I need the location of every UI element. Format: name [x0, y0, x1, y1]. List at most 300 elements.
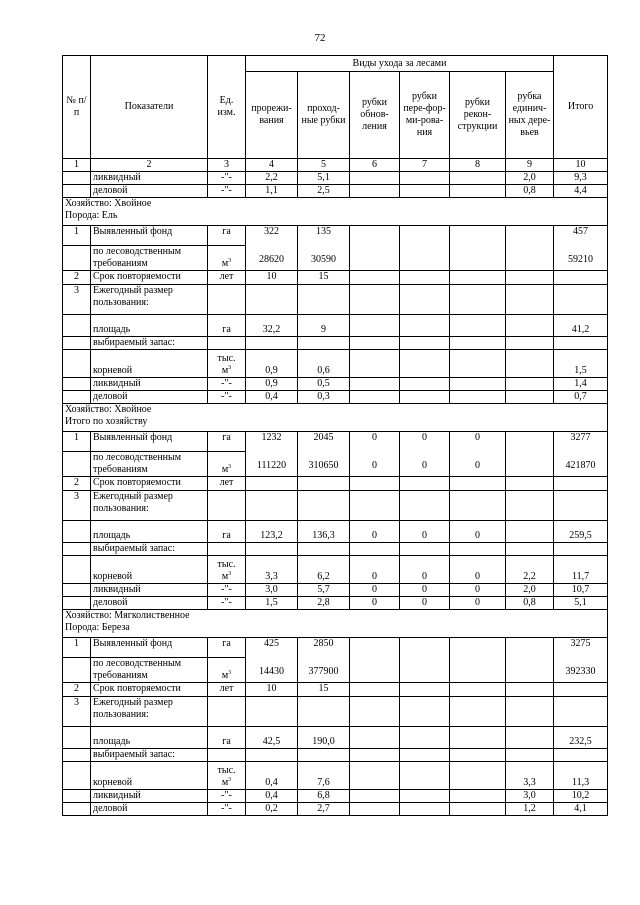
value-cell [506, 315, 554, 337]
value-cell [350, 790, 400, 803]
table-cell [208, 337, 246, 350]
unit-sup: 3 [228, 670, 232, 676]
row-number: 3 [63, 285, 91, 315]
table-cell [400, 543, 450, 556]
value-cell: 0 [350, 584, 400, 597]
table-row [63, 543, 608, 556]
value-m3: 0 [372, 460, 377, 471]
table-cell [246, 491, 298, 521]
table-cell [506, 491, 554, 521]
unit-m3: м [221, 365, 229, 376]
table-cell [554, 697, 608, 727]
value-cell: 1,5 [246, 597, 298, 610]
value-cell: 136,3 [298, 521, 350, 543]
table-cell [63, 762, 91, 790]
value-cell: 0,7 [554, 391, 608, 404]
table-row [63, 391, 608, 404]
value-cell: 0,8 [506, 597, 554, 610]
value-cell: 0 [350, 556, 400, 584]
value-ha: 322 [264, 226, 279, 237]
value-cell: 0 [450, 521, 506, 543]
table-row [63, 477, 608, 491]
value-cell [400, 271, 450, 285]
value-cell [554, 683, 608, 697]
table-cell [506, 749, 554, 762]
value-cell: 11,3 [554, 762, 608, 790]
value-cell [554, 226, 608, 271]
table-row [63, 727, 608, 749]
value-cell [400, 803, 450, 816]
value-cell: 123,2 [246, 521, 298, 543]
value-cell: 0 [400, 556, 450, 584]
value-cell: 0 [400, 597, 450, 610]
unit-m3: м [221, 777, 229, 788]
table-cell [450, 697, 506, 727]
row-label: площадь [91, 727, 208, 749]
unit-cell: га [208, 727, 246, 749]
unit-sup: 3 [228, 571, 232, 577]
col-number: 7 [400, 159, 450, 172]
table-cell [350, 337, 400, 350]
table-cell [63, 556, 91, 584]
table-cell [450, 543, 506, 556]
unit-cell: га [208, 315, 246, 337]
value-cell [400, 762, 450, 790]
value-cell: 10 [246, 683, 298, 697]
value-cell [350, 350, 400, 378]
table-row [63, 378, 608, 391]
row-label: ликвидный [91, 378, 208, 391]
value-cell [350, 727, 400, 749]
value-cell: 2,0 [506, 172, 554, 185]
table-cell [63, 391, 91, 404]
col-number: 5 [298, 159, 350, 172]
row-label: Ежегодный размер пользования: [91, 491, 208, 521]
value-cell [506, 391, 554, 404]
row-label: корневой [91, 556, 208, 584]
value-cell: 41,2 [554, 315, 608, 337]
unit-thous: тыс. [217, 559, 236, 570]
table-cell [554, 749, 608, 762]
unit-cell: -"- [208, 391, 246, 404]
value-cell: 5,1 [554, 597, 608, 610]
row-label: Выявленный фонд [91, 226, 208, 246]
value-cell [450, 790, 506, 803]
table-cell [506, 543, 554, 556]
table-cell [208, 285, 246, 315]
value-cell: 0 [450, 597, 506, 610]
value-cell [450, 391, 506, 404]
value-cell: 0 [450, 556, 506, 584]
value-cell: 5,7 [298, 584, 350, 597]
value-cell: 0,4 [246, 790, 298, 803]
value-cell [350, 185, 400, 198]
unit-cell: -"- [208, 584, 246, 597]
value-cell [350, 432, 400, 477]
value-cell: 3,0 [246, 584, 298, 597]
value-cell [400, 378, 450, 391]
table-row [63, 491, 608, 521]
col-number: 10 [554, 159, 608, 172]
value-cell: 0 [400, 584, 450, 597]
unit-cell [208, 246, 246, 271]
table-cell [63, 597, 91, 610]
section-header [63, 198, 608, 226]
table-cell [350, 285, 400, 315]
value-cell: 0,2 [246, 803, 298, 816]
unit-cell: -"- [208, 172, 246, 185]
table-cell [208, 697, 246, 727]
value-cell [450, 727, 506, 749]
row-label: деловой [91, 391, 208, 404]
unit-cell: -"- [208, 790, 246, 803]
unit-sup: 3 [228, 777, 232, 783]
page-number: 72 [314, 32, 326, 44]
value-cell [350, 477, 400, 491]
table-cell [400, 491, 450, 521]
col-number: 9 [506, 159, 554, 172]
value-cell [450, 315, 506, 337]
value-cell [450, 172, 506, 185]
value-cell: 232,5 [554, 727, 608, 749]
col-number: 8 [450, 159, 506, 172]
value-cell [350, 226, 400, 271]
value-cell [400, 638, 450, 683]
value-cell [246, 432, 298, 477]
table-cell [298, 337, 350, 350]
header-total: Итого [554, 56, 608, 159]
row-label: площадь [91, 315, 208, 337]
header-group: Виды ухода за лесами [246, 56, 554, 72]
unit-cell [208, 452, 246, 477]
row-number: 1 [63, 432, 91, 452]
row-label: выбираемый запас: [91, 337, 208, 350]
value-cell: 1,1 [246, 185, 298, 198]
unit-sup: 3 [228, 258, 232, 264]
value-cell [450, 638, 506, 683]
value-cell [350, 172, 400, 185]
table-cell [246, 697, 298, 727]
value-cell [298, 477, 350, 491]
unit-m3: м [221, 258, 229, 269]
row-label: ликвидный [91, 790, 208, 803]
value-cell [450, 271, 506, 285]
table-cell [350, 749, 400, 762]
value-cell [554, 271, 608, 285]
row-label: Срок повторяемости [91, 683, 208, 697]
value-cell: 0,4 [246, 762, 298, 790]
value-cell: 10,2 [554, 790, 608, 803]
value-cell: 15 [298, 271, 350, 285]
value-cell [506, 683, 554, 697]
value-cell: 0,4 [246, 391, 298, 404]
section-header [63, 610, 608, 638]
unit-cell: лет [208, 271, 246, 285]
table-cell [246, 543, 298, 556]
value-cell: 2,8 [298, 597, 350, 610]
table-cell [506, 285, 554, 315]
table-cell [506, 697, 554, 727]
unit-thous: тыс. [217, 353, 236, 364]
value-cell [450, 762, 506, 790]
value-cell [450, 683, 506, 697]
table-row [63, 271, 608, 285]
value-cell: 2,0 [506, 584, 554, 597]
value-cell [350, 638, 400, 683]
table-cell [298, 697, 350, 727]
section-title [63, 610, 608, 638]
section-farm: Хозяйство: Хвойное [65, 198, 152, 209]
value-cell [554, 432, 608, 477]
value-cell: 190,0 [298, 727, 350, 749]
value-m3: 30590 [311, 254, 336, 265]
table-cell [63, 803, 91, 816]
table-cell [450, 285, 506, 315]
value-cell: 0,3 [298, 391, 350, 404]
header-num: № п/п [63, 56, 91, 159]
value-ha: 3275 [570, 638, 591, 649]
section-header [63, 404, 608, 432]
value-cell [554, 638, 608, 683]
table-cell [554, 285, 608, 315]
col-number: 4 [246, 159, 298, 172]
row-label: деловой [91, 803, 208, 816]
table-cell [246, 285, 298, 315]
row-label: деловой [91, 597, 208, 610]
table-row [63, 762, 608, 790]
col-number: 6 [350, 159, 400, 172]
value-ha: 425 [264, 638, 279, 649]
value-cell: 0,6 [298, 350, 350, 378]
value-cell [450, 185, 506, 198]
value-cell [450, 803, 506, 816]
table-cell [450, 337, 506, 350]
value-ha: 0 [372, 432, 377, 443]
table-cell [63, 172, 91, 185]
table-cell [63, 521, 91, 543]
value-cell [298, 638, 350, 683]
value-cell [506, 727, 554, 749]
row-label: выбираемый запас: [91, 543, 208, 556]
table-cell [63, 584, 91, 597]
table-row [63, 697, 608, 727]
section-species: Порода: Ель [65, 210, 118, 221]
unit-cell [208, 762, 246, 790]
section-farm: Хозяйство: Мягколиственное [65, 610, 190, 621]
table-cell [246, 749, 298, 762]
value-cell: 6,2 [298, 556, 350, 584]
table-row [63, 638, 608, 658]
table-row [63, 432, 608, 452]
row-number: 3 [63, 491, 91, 521]
table-cell [400, 749, 450, 762]
col-number: 2 [91, 159, 208, 172]
row-label: корневой [91, 762, 208, 790]
table-cell [63, 185, 91, 198]
value-cell [400, 315, 450, 337]
value-ha: 1232 [261, 432, 282, 443]
row-label: Срок повторяемости [91, 477, 208, 491]
value-cell: 4,1 [554, 803, 608, 816]
value-m3: 111220 [256, 460, 287, 471]
table-row [63, 683, 608, 697]
value-cell: 3,3 [246, 556, 298, 584]
value-cell [506, 432, 554, 477]
value-m3: 392330 [565, 666, 596, 677]
row-number: 2 [63, 271, 91, 285]
value-cell [506, 350, 554, 378]
section-species: Порода: Береза [65, 622, 130, 633]
value-m3: 421870 [565, 460, 596, 471]
value-ha: 2045 [313, 432, 334, 443]
unit-m3: м [221, 464, 229, 475]
table-cell [350, 491, 400, 521]
value-cell: 2,5 [298, 185, 350, 198]
value-cell [400, 185, 450, 198]
value-cell: 0 [400, 521, 450, 543]
value-cell [246, 477, 298, 491]
table-cell [63, 749, 91, 762]
value-cell [506, 226, 554, 271]
unit-cell: лет [208, 477, 246, 491]
value-cell [400, 790, 450, 803]
table-cell [63, 452, 91, 477]
unit-cell: га [208, 226, 246, 246]
table-cell [298, 491, 350, 521]
value-cell: 0 [450, 584, 506, 597]
value-cell [298, 226, 350, 271]
value-cell: 11,7 [554, 556, 608, 584]
table-row [63, 185, 608, 198]
table-cell [450, 491, 506, 521]
value-cell: 1,5 [554, 350, 608, 378]
table-row [63, 790, 608, 803]
table-cell [554, 337, 608, 350]
value-cell [554, 477, 608, 491]
row-label: по лесоводственным требованиям [91, 246, 208, 271]
value-cell [350, 683, 400, 697]
row-label: по лесоводственным требованиям [91, 658, 208, 683]
value-cell [400, 350, 450, 378]
row-number: 2 [63, 683, 91, 697]
value-cell: 1,4 [554, 378, 608, 391]
value-cell [246, 638, 298, 683]
value-ha: 3277 [570, 432, 591, 443]
value-cell: 0,9 [246, 350, 298, 378]
unit-cell: га [208, 432, 246, 452]
table-cell [63, 315, 91, 337]
section-title [63, 198, 608, 226]
table-cell [63, 658, 91, 683]
header-type: рубка единич-ных дере-вьев [506, 72, 554, 159]
value-cell: 42,5 [246, 727, 298, 749]
table-cell [298, 749, 350, 762]
value-m3: 310650 [308, 460, 339, 471]
table-cell [63, 378, 91, 391]
table-row [63, 584, 608, 597]
value-m3: 28620 [259, 254, 284, 265]
unit-cell: -"- [208, 185, 246, 198]
table-cell [208, 491, 246, 521]
row-label: Выявленный фонд [91, 432, 208, 452]
header-type: проход-ные рубки [298, 72, 350, 159]
row-label: выбираемый запас: [91, 749, 208, 762]
table-cell [63, 350, 91, 378]
table-row [63, 315, 608, 337]
col-number: 1 [63, 159, 91, 172]
value-cell [350, 803, 400, 816]
unit-cell: га [208, 638, 246, 658]
value-cell: 1,2 [506, 803, 554, 816]
header-type: рубки пере-фор-ми-рова-ния [400, 72, 450, 159]
value-cell: 32,2 [246, 315, 298, 337]
row-label: ликвидный [91, 172, 208, 185]
value-cell: 5,1 [298, 172, 350, 185]
table-row [63, 172, 608, 185]
row-number: 3 [63, 697, 91, 727]
table-cell [554, 543, 608, 556]
value-cell [400, 477, 450, 491]
row-label: Ежегодный размер пользования: [91, 697, 208, 727]
table-row [63, 803, 608, 816]
value-cell [400, 683, 450, 697]
value-cell: 2,7 [298, 803, 350, 816]
row-label: корневой [91, 350, 208, 378]
unit-cell: га [208, 521, 246, 543]
value-cell: 0 [350, 521, 400, 543]
value-cell: 9,3 [554, 172, 608, 185]
value-cell [400, 727, 450, 749]
table-row [63, 556, 608, 584]
table-row [63, 337, 608, 350]
table-cell [246, 337, 298, 350]
value-cell [506, 378, 554, 391]
value-m3: 59210 [568, 254, 594, 265]
table-cell [298, 285, 350, 315]
value-cell [298, 432, 350, 477]
value-cell [450, 378, 506, 391]
value-ha: 135 [316, 226, 331, 237]
value-ha: 2850 [313, 638, 334, 649]
table-row [63, 521, 608, 543]
value-ha: 0 [422, 432, 427, 443]
section-species: Итого по хозяйству [65, 416, 148, 427]
table-cell [350, 543, 400, 556]
unit-cell [208, 350, 246, 378]
value-cell [400, 391, 450, 404]
value-cell: 2,2 [506, 556, 554, 584]
value-cell [450, 226, 506, 271]
value-cell: 6,8 [298, 790, 350, 803]
value-cell [506, 638, 554, 683]
value-cell [450, 350, 506, 378]
unit-cell: лет [208, 683, 246, 697]
table-cell [63, 790, 91, 803]
section-title [63, 404, 608, 432]
col-number: 3 [208, 159, 246, 172]
value-cell: 9 [298, 315, 350, 337]
unit-cell [208, 658, 246, 683]
value-cell: 259,5 [554, 521, 608, 543]
row-label: Ежегодный размер пользования: [91, 285, 208, 315]
table-cell [506, 337, 554, 350]
header-type: прорежи-вания [246, 72, 298, 159]
value-cell: 2,2 [246, 172, 298, 185]
value-ha: 0 [475, 432, 480, 443]
value-cell [400, 172, 450, 185]
value-cell: 0,5 [298, 378, 350, 391]
table-row [63, 749, 608, 762]
